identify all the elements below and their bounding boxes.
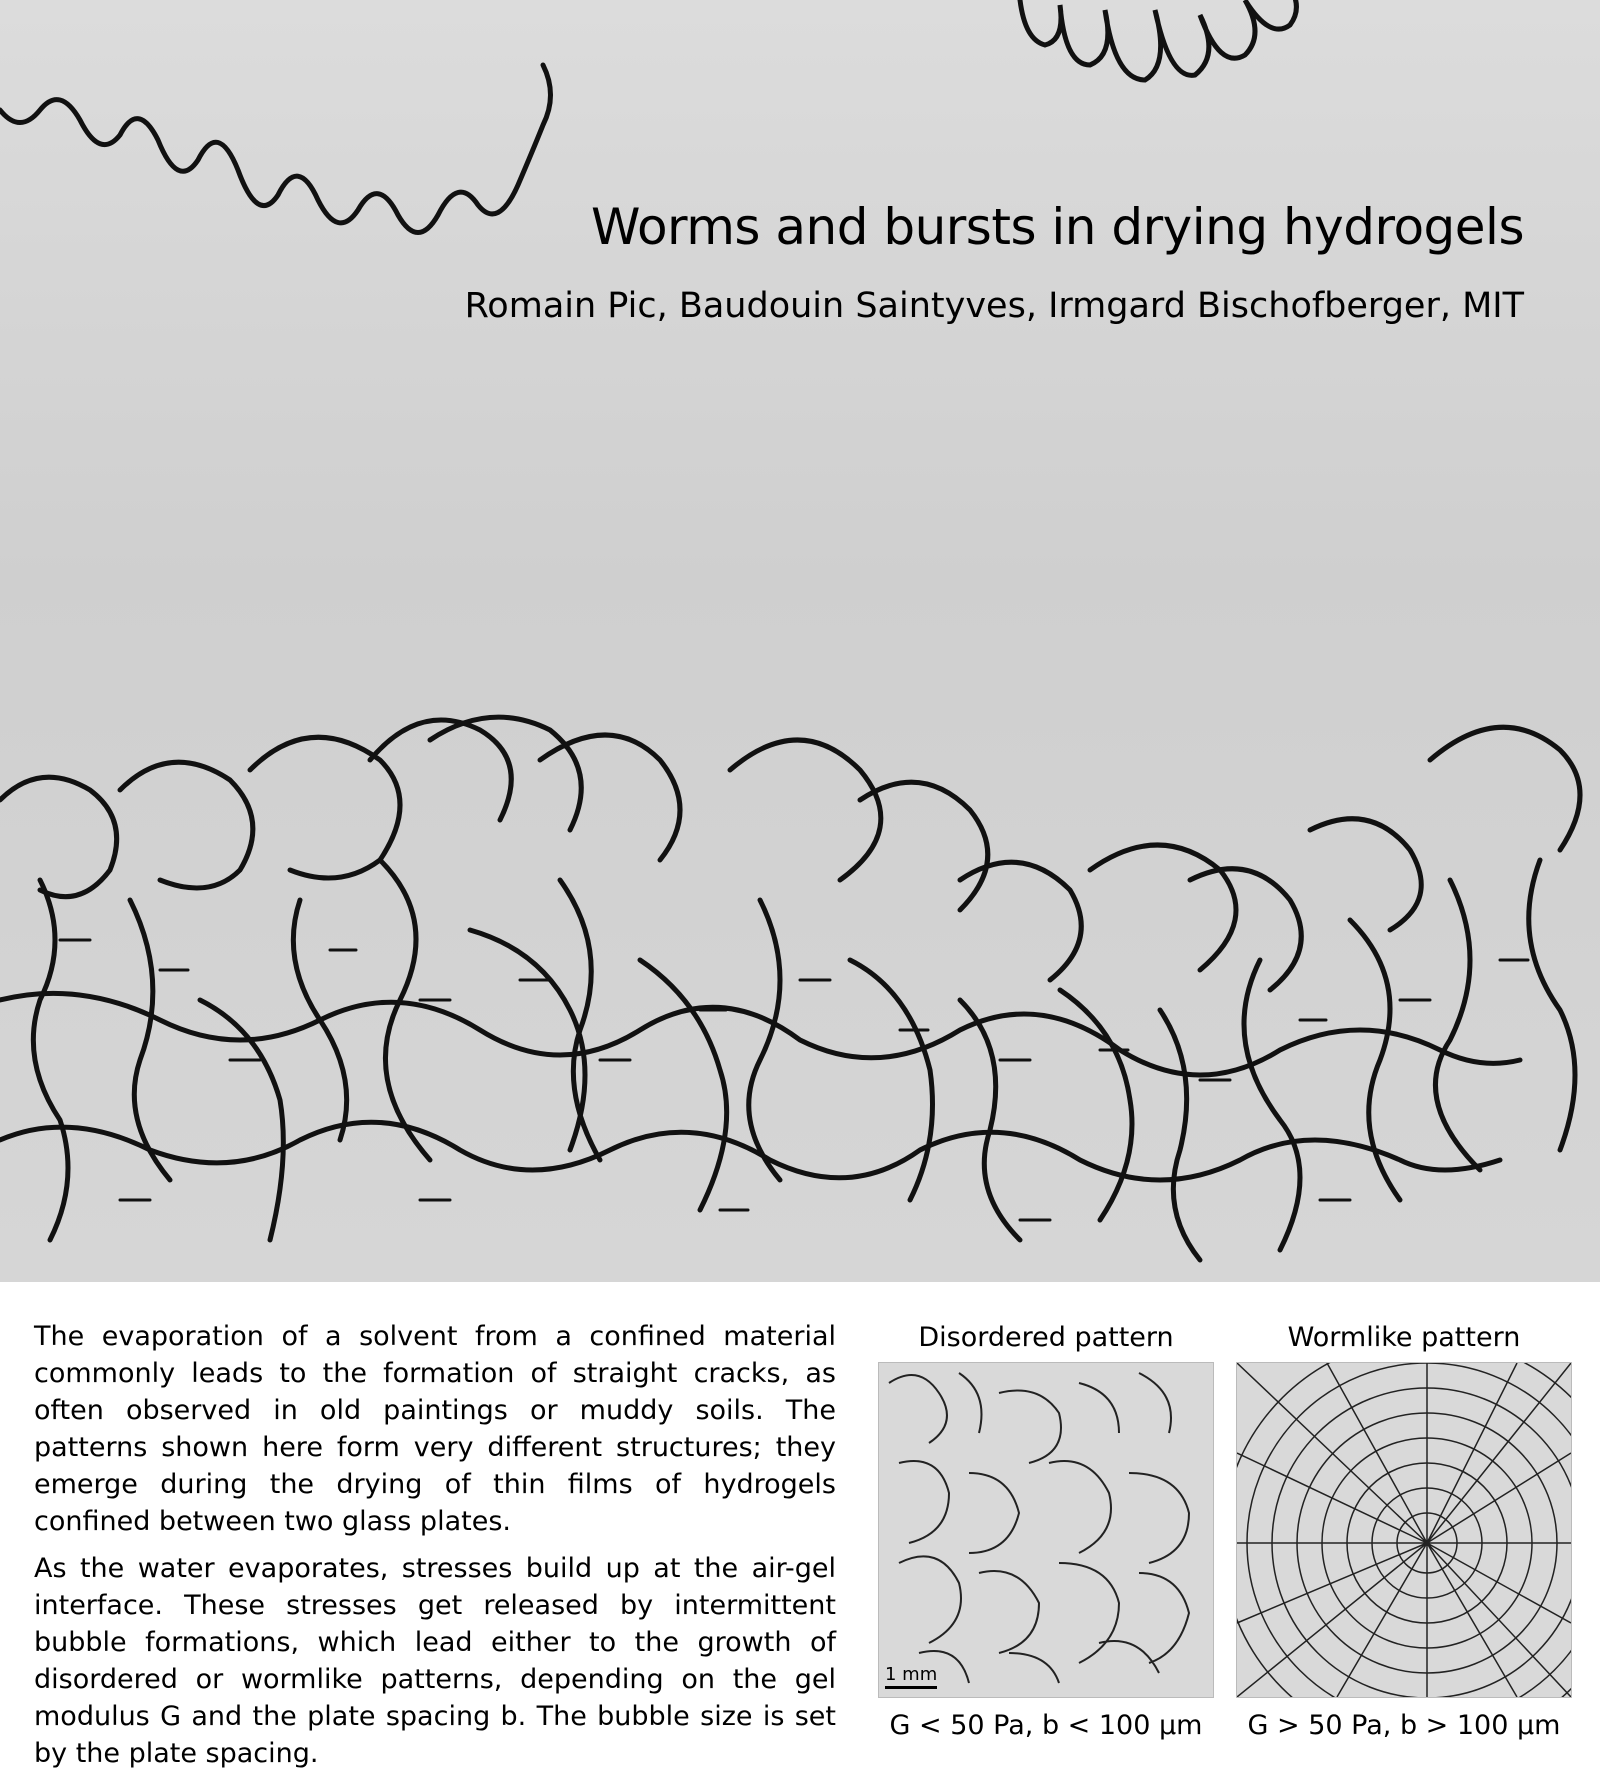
paragraph-1: The evaporation of a solvent from a confined material commonly leads to the formation of straight cracks, as often observed in old paintings or muddy soils. The patterns shown here form very different structures; they emerge during the drying of thin films of hydrogels confined between two glass plates. bbox=[34, 1321, 836, 1537]
authors: Romain Pic, Baudouin Saintyves, Irmgard Bischofberger, MIT bbox=[464, 286, 1524, 326]
scale-bar bbox=[885, 1664, 937, 1689]
panel-condition: G > 50 Pa, b > 100 μm bbox=[1247, 1710, 1561, 1741]
disordered-panel bbox=[878, 1318, 1214, 1741]
paragraph-2: As the water evaporates, stresses build up at the air-gel interface. These stresses get released by intermittent bubble formations, which lead either to the growth of disordered or wormlike patterns, depending on the gel modulus G and the plate spacing b. The bubble size is set by the plate spacing. bbox=[34, 1553, 836, 1769]
panel-title: Wormlike pattern bbox=[1287, 1322, 1521, 1353]
disordered-pattern-illustration bbox=[879, 1363, 1213, 1697]
disordered-pattern-image bbox=[878, 1362, 1214, 1698]
wormlike-pattern-image bbox=[1236, 1362, 1572, 1698]
body-text bbox=[34, 1318, 836, 1782]
wormlike-panel bbox=[1236, 1318, 1572, 1741]
wormlike-pattern-illustration bbox=[1237, 1363, 1571, 1697]
panel-condition: G < 50 Pa, b < 100 μm bbox=[889, 1710, 1203, 1741]
page-title: Worms and bursts in drying hydrogels bbox=[590, 198, 1524, 256]
scale-bar-label: 1 mm bbox=[885, 1664, 938, 1685]
panel-title: Disordered pattern bbox=[918, 1322, 1174, 1353]
